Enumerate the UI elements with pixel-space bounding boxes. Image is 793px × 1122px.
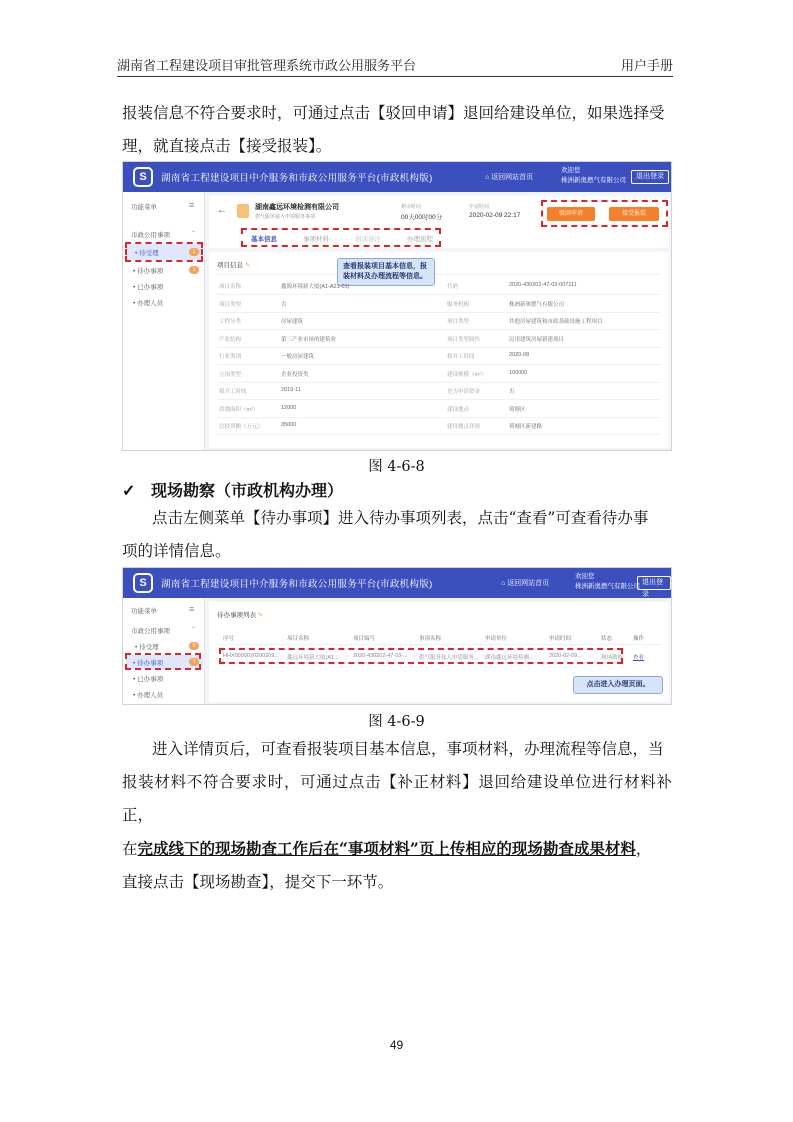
field-label: 服务机构 [447,301,470,308]
table-cell: 2020-430202-47-03-... [353,653,408,659]
page-number: 49 [389,1038,404,1052]
field-value: 35000 [281,422,297,428]
sidebar-item-label: 已办事项 [137,284,164,291]
field-label: 行业类别 [219,354,242,360]
tooltip-callout: 查看报装项目基本信息，报装材料及办理流程等信息。 [337,258,435,286]
divider [217,274,661,275]
sidebar-menu-title: 功能菜单 [131,204,157,211]
table-cell: 湖南鑫远环境检测... [485,655,534,661]
field-value: 一般房屋建筑 [281,354,315,360]
row-divider [217,294,661,295]
paragraph-1-line-2: 理，就直接点击【接受报装】。 [122,137,332,155]
home-link[interactable] [501,578,549,588]
view-link[interactable]: 查看 [633,655,645,661]
remaining-label: 剩余时间 [401,204,422,210]
sidebar-group[interactable]: 市政公用事项 [131,232,170,239]
todo-list-panel [209,602,669,702]
field-value: 100000 [509,369,528,376]
reject-button[interactable]: 驳回申请 [547,207,595,221]
menu-toggle-icon[interactable]: ≡ [189,604,195,614]
detail-header [209,196,669,248]
field-value: 否 [281,301,287,308]
submit-time: 2020-02-09 22:17 [469,212,521,219]
field-value: 其他房屋建筑和市政基础设施工程项目 [509,319,603,325]
highlight-box [241,228,441,247]
highlight-box [125,653,201,670]
sidebar-item-todo[interactable]: • 待办事项 [133,268,164,275]
remaining-time: 00天00时00分 [401,214,443,221]
sidebar-item-label: 已办事项 [137,676,164,683]
home-link[interactable] [485,172,533,182]
row-divider [217,399,661,400]
table-cell: 现场勘察 [601,655,624,661]
section-title [217,260,250,269]
table-cell: 2020-02-09... [549,653,582,659]
field-value: 2019-11 [281,387,301,393]
header-rule [117,76,673,77]
column-header: 申请单位 [485,636,508,642]
text-segment: ， [635,840,652,858]
todo-badge: 1 [189,266,199,274]
field-value: 12000 [281,404,297,411]
text-segment: 在 [122,840,138,858]
bullet-heading [122,478,343,501]
sidebar-item-staff[interactable]: • 办理人员 [133,300,164,307]
app-topbar [123,162,671,192]
sidebar-item-pending-accept[interactable]: • 待受理 [135,250,159,257]
sidebar-item-label: 办理人员 [137,692,164,699]
section-title-text: 项目信息 [217,262,243,269]
sidebar-item-done[interactable]: • 已办事项 [133,284,164,291]
section-title-text: 待办事项列表 [217,612,256,619]
check-icon: ✓ [122,481,136,500]
tab-materials[interactable]: 事项材料 [303,236,329,243]
field-label: 项目名称 [219,284,242,290]
platform-logo-icon: S [133,167,153,187]
home-icon: ⌂ [485,174,492,181]
app-title: 湖南省工程建设项目中介服务和市政公用服务平台(市政机构版) [161,579,433,590]
tooltip-callout: 点击进入办理页面。 [573,676,663,694]
field-value: 2020-08 [509,352,530,358]
sidebar-item-done[interactable]: • 已办事项 [133,676,164,683]
column-header: 状态 [601,636,613,642]
logout-button[interactable]: 退出登录 [631,170,669,184]
field-value: 民用建筑房屋新建项目 [509,336,565,343]
company-sub: 供气服务接入申请服务事项 [255,214,316,220]
figure-4-6-9-screenshot [122,567,672,705]
accept-button[interactable]: 接受报装 [609,207,659,221]
user-info [561,166,626,186]
pin-icon: ✎ [257,612,264,619]
figure-4-6-8-screenshot [122,161,672,451]
highlight-box [125,242,203,262]
chevron-up-icon: ⌃ [191,627,197,633]
tab-process[interactable]: 办理流程 [407,236,433,243]
field-label: 是否申请资金 [447,389,481,395]
pin-icon: ✎ [244,262,251,269]
submit-label: 申请时间 [469,204,490,210]
company-name: 湖南鑫远环境检测有限公司 [255,204,339,211]
user-greeting: 欢迎您 [561,167,581,174]
field-label: 建设地点详情 [447,424,481,430]
field-label: 产业结构 [219,336,242,343]
app-topbar [123,568,671,598]
bullet-heading-text: 现场勘察（市政机构办理） [150,481,343,500]
sidebar-item-label: 待受理 [139,250,159,257]
field-label: 建设地点 [447,406,470,413]
user-greeting: 欢迎您 [575,573,595,580]
column-header: 操作 [633,636,645,642]
field-label: 拟开工时间 [447,354,475,360]
pending-accept-badge: 0 [189,642,199,650]
field-value: 第三产业市场的建筑业 [281,336,337,343]
field-label: 工程分类 [219,319,242,325]
row-divider [217,312,661,313]
column-header: 事项名称 [419,636,442,642]
column-header: 序号 [223,636,235,642]
row-divider [217,417,661,418]
underlined-emphasis: 完成线下的现场勘查工作后在“事项材料”页上传相应的现场勘查成果材料 [137,839,636,858]
field-label: 建设规模（m²） [447,371,487,378]
field-value: 企业投资类 [281,371,309,378]
paragraph-3-line-1: 进入详情页后，可查看报装项目基本信息，事项材料，办理流程等信息，当 [152,740,664,758]
field-value: 荷塘区新建路 [509,424,543,430]
header-right: 用户手册 [620,59,673,74]
sidebar-item-todo[interactable]: • 待办事项 [133,660,164,667]
table-cell: HHX0000020200209... [223,653,279,659]
paragraph-2 [122,502,672,568]
field-label: 项目类型属性 [447,336,481,343]
sidebar [123,192,205,450]
user-company: 株洲新奥燃气有限公司 [561,177,626,184]
paragraph-2-line-2: 项的详情信息。 [122,542,231,560]
paragraph-3-line-4: 直接点击【现场勘查】，提交下一环节。 [122,873,394,891]
paragraph-1-line-1: 报装信息不符合要求时，可通过点击【驳回申请】退回给建设单位，如果选择受 [122,104,665,122]
sidebar-item-pending-accept[interactable]: • 待受理 [135,644,159,651]
chevron-up-icon: ⌃ [191,231,197,237]
home-link-label: 返回网站首页 [491,174,534,181]
sidebar-item-label: 待受理 [139,644,159,651]
row-divider [217,434,661,435]
tab-notes[interactable]: 面谈备注 [355,236,381,243]
paragraph-3 [122,733,672,899]
paragraph-1 [122,97,672,163]
project-info-panel [209,252,669,448]
section-title [217,610,263,619]
table-cell: 供气服务接入申请服务... [419,655,479,661]
sidebar [123,598,205,704]
field-value: 房屋建筑 [281,319,304,325]
paragraph-3-line-2: 报装材料不符合要求时，可通过点击【补正材料】退回给建设单位进行材料补正， [122,773,672,824]
sidebar-item-label: 待办事项 [137,660,164,667]
table-cell: 鑫远环境新大厦(A1... [287,655,339,661]
sidebar-group[interactable]: 市政公用事项 [131,628,170,635]
caption-4-6-9: 图 4-6-9 [368,714,425,730]
home-icon: ⌂ [501,580,508,587]
field-value: 2020-430202-47-03-007111 [509,282,577,288]
field-label: 立项类型 [219,371,242,378]
caption-4-6-8: 图 4-6-8 [368,459,425,475]
sidebar-item-label: 办理人员 [137,300,164,307]
user-info [575,572,640,592]
todo-badge: 1 [189,658,199,666]
back-arrow-icon[interactable]: ← [217,205,227,216]
highlight-box [219,648,623,664]
row-divider [217,364,661,365]
field-label: 拟开工时间 [219,389,247,395]
column-header: 项目编号 [353,636,376,642]
highlight-box [541,200,668,227]
sidebar-item-label: 待办事项 [137,268,164,275]
home-link-label: 返回网站首页 [507,580,550,587]
field-label: 代码 [447,284,459,290]
row-divider [217,382,661,383]
header-title: 湖南省工程建设项目审批管理系统市政公用服务平台 [117,59,417,74]
field-value: 荷塘区 [509,406,526,413]
paragraph-2-line-1: 点击左侧菜单【待办事项】进入待办事项列表，点击“查看”可查看待办事 [152,509,649,527]
project-icon [237,204,249,218]
pending-accept-badge: 1 [189,248,199,256]
field-label: 用地面积（m²） [219,406,259,413]
menu-toggle-icon[interactable]: ≡ [189,200,195,210]
sidebar-menu-title: 功能菜单 [131,608,157,615]
row-divider [217,329,661,330]
field-label: 项目类型 [219,301,242,308]
divider [217,644,661,645]
column-header: 项目名称 [287,636,310,642]
tab-basic-info[interactable]: 基本信息 [251,236,277,243]
row-divider [217,347,661,348]
field-value: 株洲新奥燃气有限公司 [509,301,565,308]
app-title: 湖南省工程建设项目中介服务和市政公用服务平台(市政机构版) [161,173,433,184]
logout-button[interactable]: 退出登录 [637,576,671,590]
field-label: 项目类型 [447,319,470,325]
field-label: 总投资额（万元） [219,424,264,430]
field-value: 鑫源环境新大厦(A1-A21-01) [281,284,350,290]
sidebar-item-staff[interactable]: • 办理人员 [133,692,164,699]
paragraph-3-line-3 [122,832,672,866]
platform-logo-icon: S [133,573,153,593]
field-value: 否 [509,389,515,395]
user-company: 株洲新奥燃气有限公司 [575,583,640,590]
column-header: 申请时间 [549,636,572,642]
